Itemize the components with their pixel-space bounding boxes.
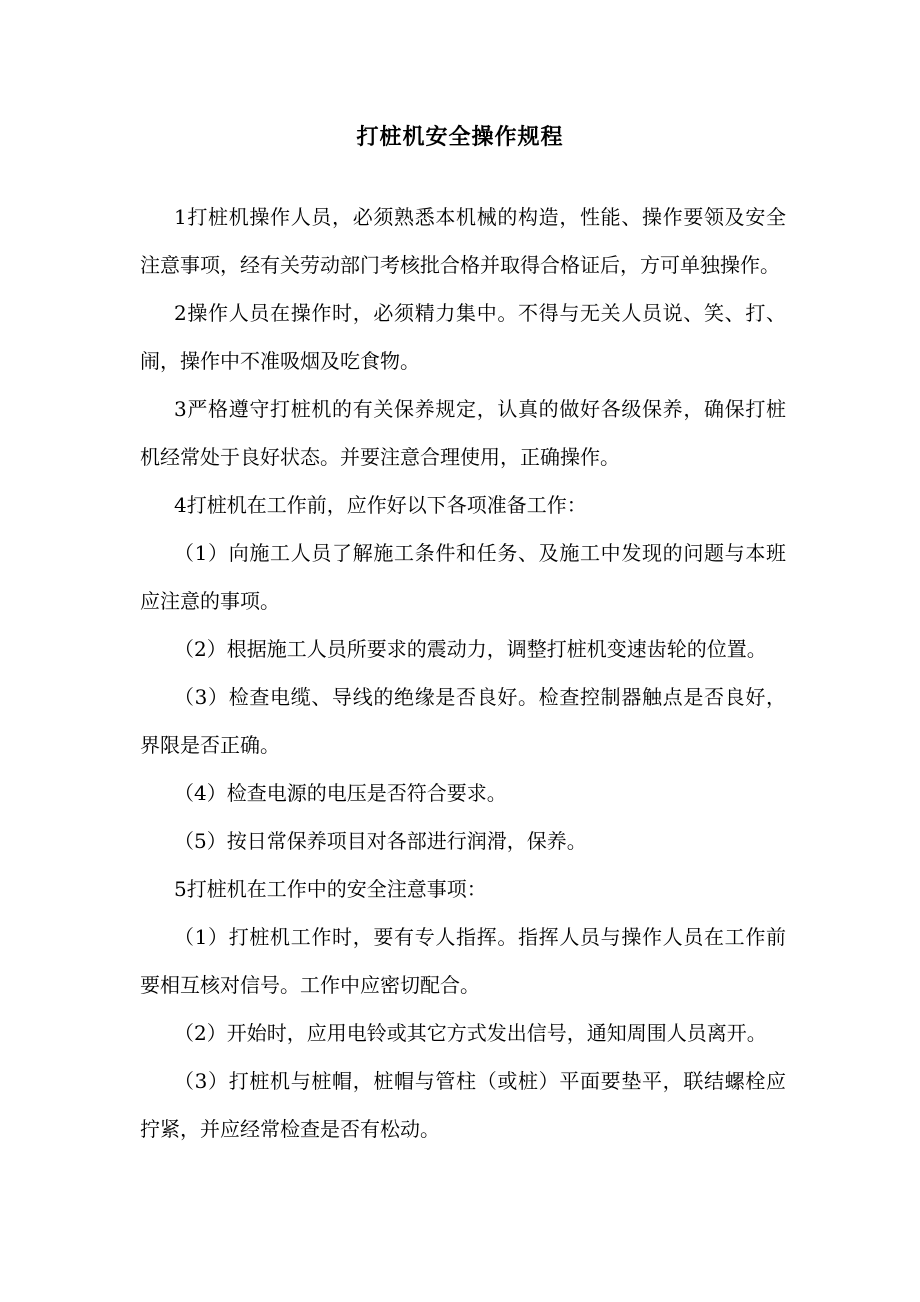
document-title: 打桩机安全操作规程	[356, 124, 564, 150]
paragraph-4-4: （4）检查电源的电压是否符合要求。	[174, 781, 507, 805]
paragraph-4: 4打桩机在工作前，应作好以下各项准备工作：	[174, 493, 587, 517]
paragraph-5-3: （3）打桩机与桩帽，桩帽与管柱（或桩）平面要垫平，联结螺栓应拧紧，并应经常检查是否有松动。	[140, 1069, 786, 1141]
paragraph-1: 1打桩机操作人员，必须熟悉本机械的构造，性能、操作要领及安全注意事项，经有关劳动部门考核批合格并取得合格证后，方可单独操作。	[140, 205, 786, 277]
document-body	[140, 193, 786, 1153]
paragraph-5-1: （1）打桩机工作时，要有专人指挥。指挥人员与操作人员在工作前要相互核对信号。工作中应密切配合。	[140, 925, 786, 997]
paragraph-4-5: （5）按日常保养项目对各部进行润滑，保养。	[174, 829, 587, 853]
paragraph-5: 5打桩机在工作中的安全注意事项：	[174, 877, 487, 901]
paragraph-2: 2操作人员在操作时，必须精力集中。不得与无关人员说、笑、打、闹，操作中不准吸烟及吃食物。	[140, 301, 786, 373]
paragraph-3: 3严格遵守打桩机的有关保养规定，认真的做好各级保养，确保打桩机经常处于良好状态。并要注意合理使用，正确操作。	[140, 397, 786, 469]
paragraph-4-2: （2）根据施工人员所要求的震动力，调整打桩机变速齿轮的位置。	[174, 637, 767, 661]
paragraph-5-2: （2）开始时，应用电铃或其它方式发出信号，通知周围人员离开。	[174, 1021, 767, 1045]
paragraph-4-1: （1）向施工人员了解施工条件和任务、及施工中发现的问题与本班应注意的事项。	[140, 541, 786, 613]
paragraph-4-3: （3）检查电缆、导线的绝缘是否良好。检查控制器触点是否良好，界限是否正确。	[140, 685, 786, 757]
